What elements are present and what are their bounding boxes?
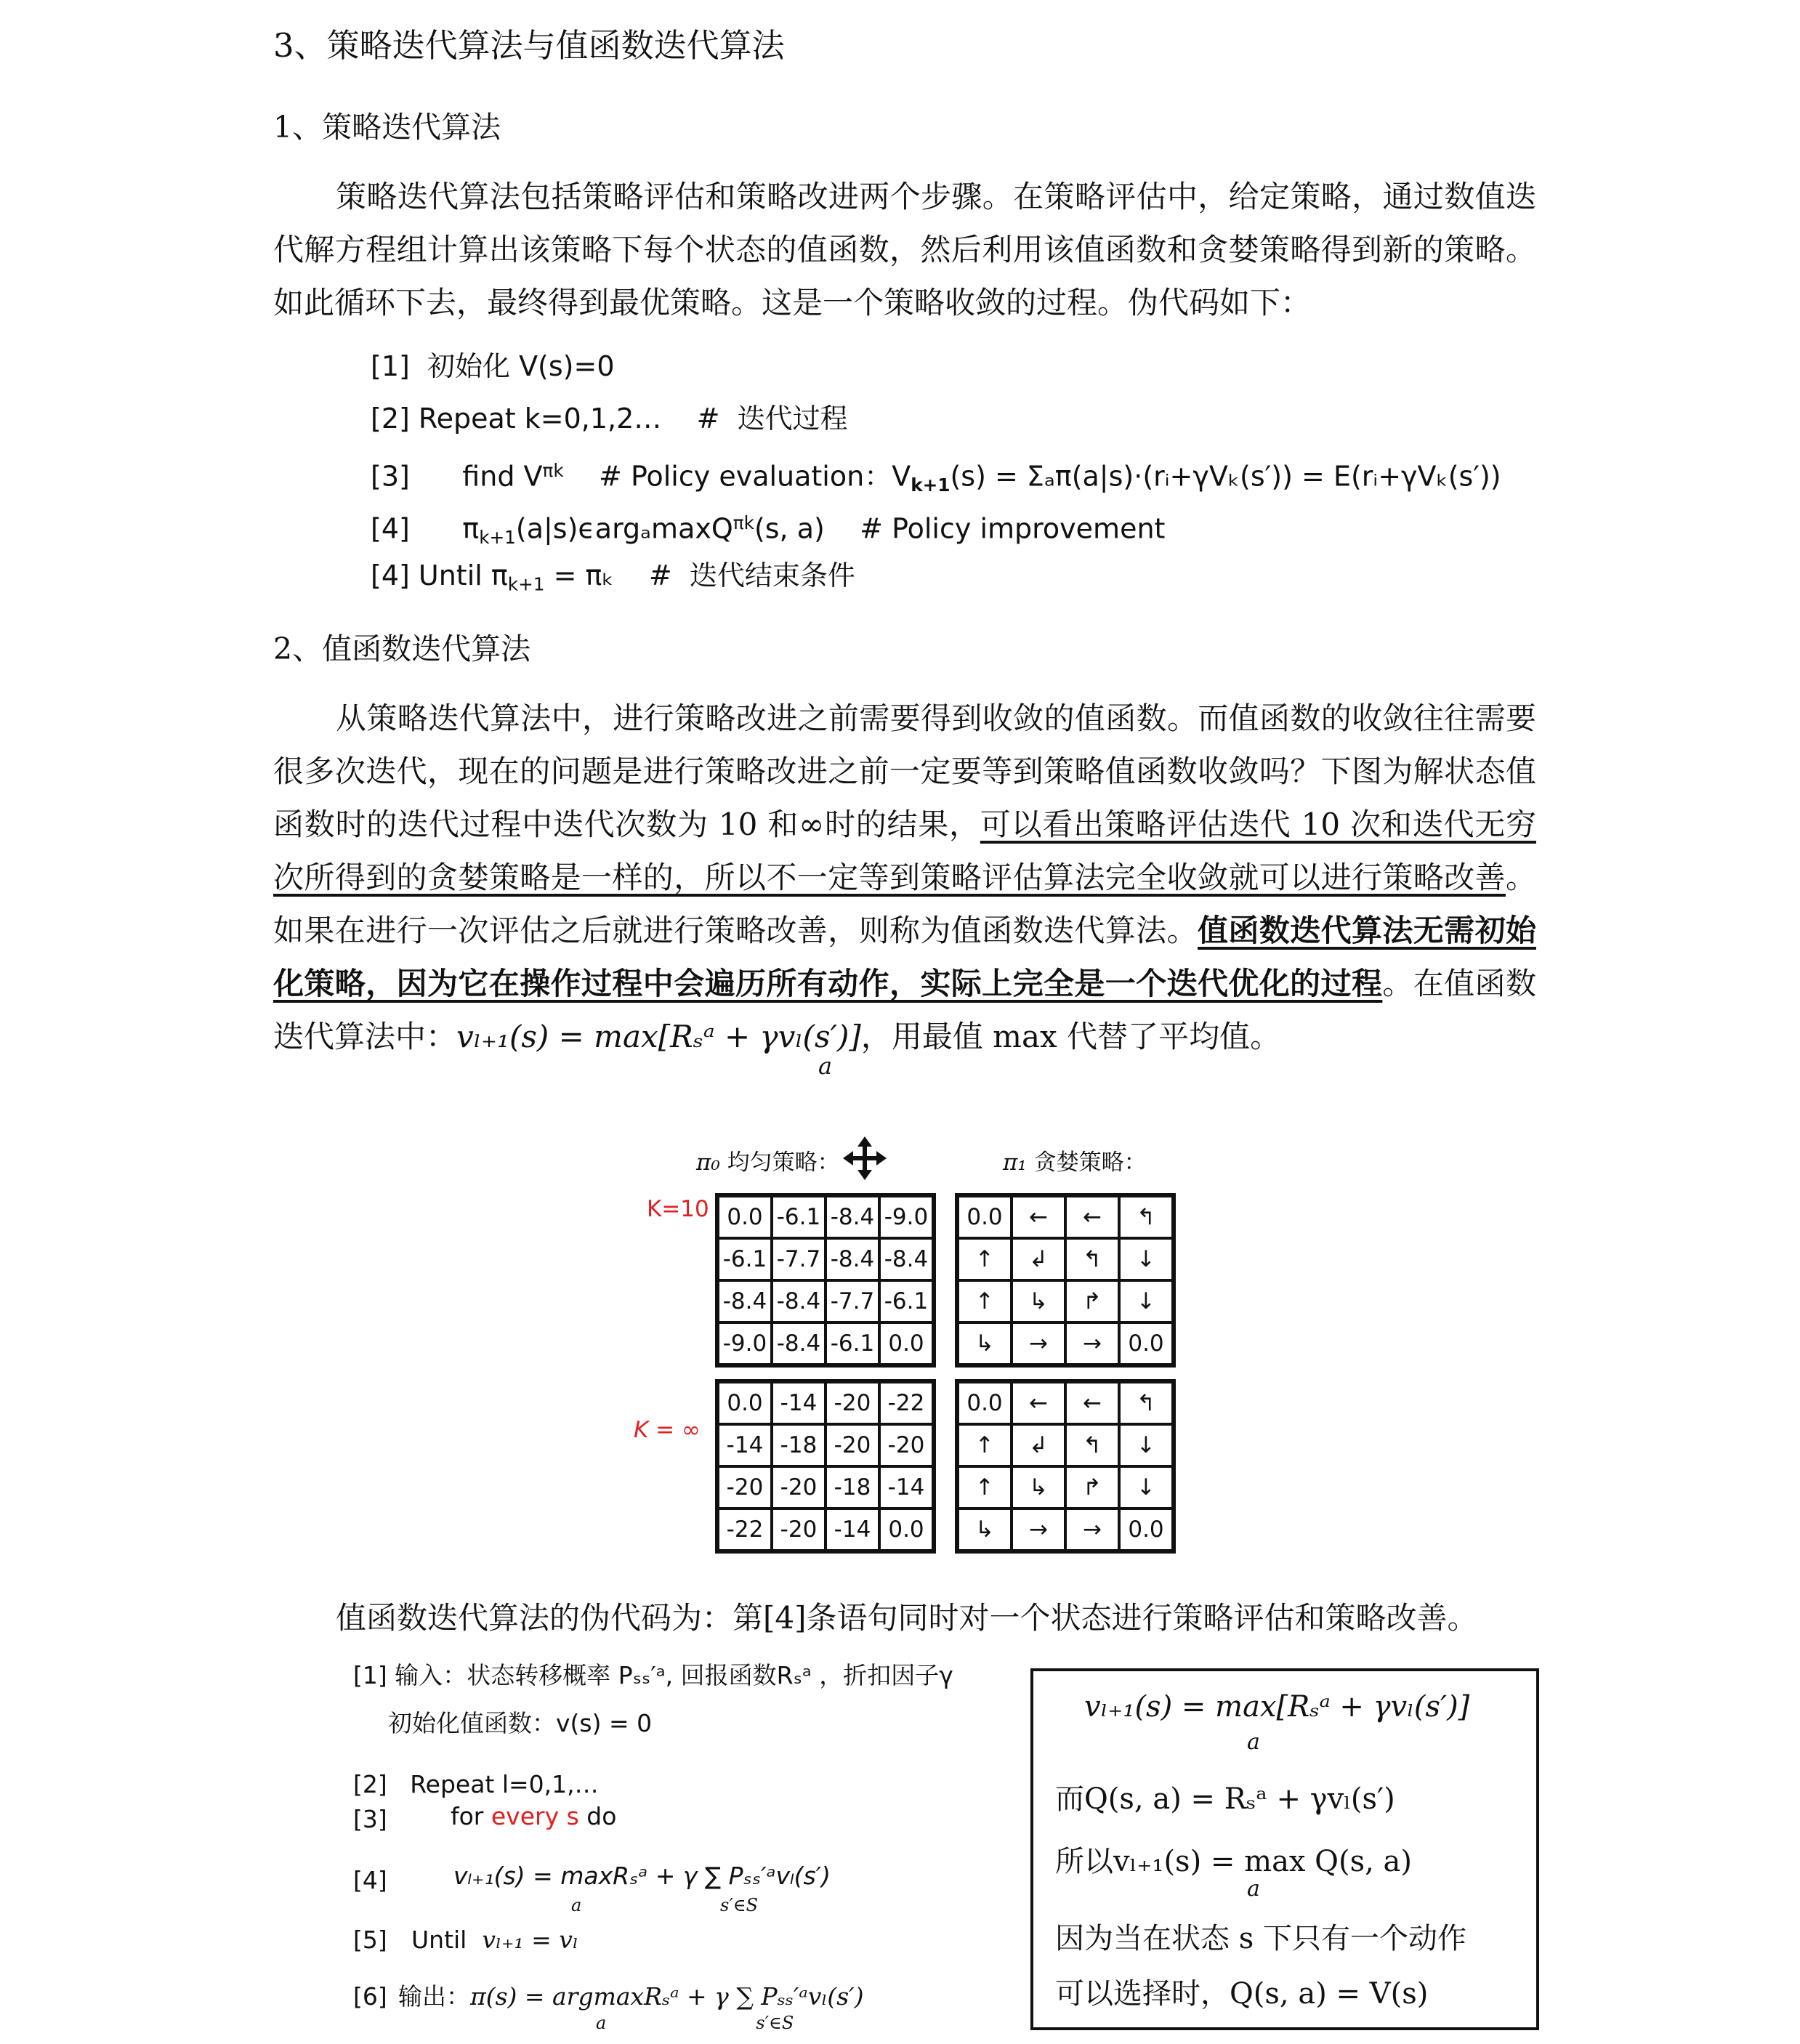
box-text-4: 因为当在状态 s 下只有一个动作: [1055, 1922, 1466, 1955]
pseudocode-policy-iteration: [371, 340, 1501, 602]
do-text: do: [578, 1802, 617, 1830]
for-text: for: [451, 1802, 491, 1830]
value-kinf-cell: -20: [772, 1508, 826, 1551]
policy-k10-cell: ↳: [1012, 1280, 1065, 1322]
pseudo-line-4-sup: πk: [732, 512, 754, 533]
policy-kinf-cell: →: [1065, 1508, 1119, 1551]
pi0-symbol: π₀: [696, 1150, 720, 1176]
policy-kinf-cell: ↳: [1012, 1466, 1065, 1508]
pseudo2-line-4-num: [4]: [353, 1866, 387, 1894]
policy-k10-cell: ↱: [1065, 1280, 1119, 1322]
policy-k10-cell: ↓: [1119, 1280, 1173, 1322]
left-title-text: 均匀策略：: [727, 1150, 840, 1176]
policy-kinf-cell: →: [1012, 1508, 1065, 1551]
pseudo-line-4-sub: k+1: [479, 526, 516, 548]
box-formula-3: 所以vₗ₊₁(s) = max Q(s, a): [1055, 1845, 1412, 1878]
value-k10-cell: -8.4: [718, 1280, 772, 1322]
policy-k10-cell: 0.0: [1119, 1322, 1173, 1365]
policy-kinf-cell: 0.0: [1119, 1508, 1173, 1551]
policy-k10-cell: ↑: [958, 1238, 1012, 1280]
box-formula-2: 而Q(s, a) = Rₛᵃ + γvₗ(s′): [1055, 1782, 1395, 1816]
pseudo-line-3-a: [3] find V: [371, 460, 543, 493]
policy-k10-cell: →: [1065, 1322, 1119, 1365]
pseudo-line-5-sub: k+1: [507, 573, 545, 595]
policy-kinf-cell: 0.0: [958, 1382, 1012, 1424]
pseudo2-line-2: [2] Repeat l=0,1,…: [353, 1770, 599, 1798]
value-k10-cell: -8.4: [772, 1322, 826, 1365]
policy-kinf-cell: ←: [1065, 1382, 1119, 1424]
bold-underlined-text: 值函数迭代算法无需初始化策略，因为它在操作过程中会遍历所有动作，实际上完全是一个迭代优化的过程: [273, 913, 1536, 1001]
paragraph-text: [273, 692, 1536, 1063]
policy-k10-cell: ↲: [1012, 1238, 1065, 1280]
value-kinf-cell: -14: [879, 1466, 933, 1508]
value-k10-cell: 0.0: [879, 1322, 933, 1365]
value-kinf-cell: -18: [772, 1424, 826, 1466]
value-k10-cell: -7.7: [772, 1238, 826, 1280]
pseudo2-line-6-sub: a s′∈S: [596, 2013, 794, 2033]
policy-grid-kinf: [955, 1379, 1176, 1554]
figure-right-title: [1003, 1144, 1147, 1176]
para-part-2: 。如果在进行一次评估之后就进行策略改善，则称为值函数迭代算法。: [273, 860, 1536, 948]
value-kinf-cell: -22: [718, 1508, 772, 1551]
caption-value-iteration-pseudocode: [273, 1591, 1536, 1644]
figure-left-title: [696, 1144, 840, 1176]
four-arrows-icon: [842, 1135, 888, 1181]
value-k10-cell: 0.0: [718, 1196, 772, 1238]
policy-grid-k10: [955, 1193, 1176, 1368]
pseudo-line-4: [371, 497, 1501, 549]
every-s-text: every s: [491, 1802, 579, 1830]
inline-formula: vₗ₊₁(s) = max[Rₛᵃ + γvₗ(s′)]: [456, 1019, 861, 1054]
value-grid-k10: [715, 1193, 936, 1368]
value-k10-cell: -6.1: [772, 1196, 826, 1238]
policy-k10-cell: ↑: [958, 1280, 1012, 1322]
pseudo2-line-4: vₗ₊₁(s) = maxRₛᵃ + γ ∑ Pₛₛ′ᵃvₗ(s′): [453, 1862, 831, 1890]
policy-k10-cell: ↳: [958, 1322, 1012, 1365]
value-kinf-cell: -20: [879, 1424, 933, 1466]
value-kinf-cell: 0.0: [718, 1382, 772, 1424]
label-k10: K=10: [647, 1196, 709, 1222]
value-k10-cell: -6.1: [718, 1238, 772, 1280]
policy-kinf-cell: ↑: [958, 1466, 1012, 1508]
policy-kinf-cell: ↱: [1065, 1466, 1119, 1508]
pseudo2-line-3-num: [3]: [353, 1805, 387, 1833]
value-kinf-cell: -20: [826, 1424, 879, 1466]
pseudo2-line-6: [398, 1978, 864, 2012]
formula-box: [1030, 1668, 1539, 2030]
value-kinf-cell: -20: [772, 1466, 826, 1508]
until-condition: vₗ₊₁ = vₗ: [482, 1926, 578, 1954]
value-k10-cell: -8.4: [879, 1238, 933, 1280]
pseudo-line-4-a: [4] π: [371, 512, 480, 545]
policy-kinf-cell: ↰: [1065, 1424, 1119, 1466]
label-kinf: K = ∞: [634, 1417, 701, 1443]
policy-k10-cell: ↰: [1119, 1196, 1173, 1238]
heading-policy-iteration: 1、策略迭代算法: [273, 110, 501, 145]
right-title-text: 贪婪策略：: [1033, 1150, 1147, 1176]
pseudo-line-5: [371, 549, 1501, 602]
pseudo-line-5-a: [4] Until π: [371, 560, 508, 591]
pseudo2-line-1: [1] 输入：状态转移概率 Pₛₛ′ᵃ, 回报函数Rₛᵃ ，折扣因子γ: [353, 1661, 953, 1689]
paragraph-text: 策略迭代算法包括策略评估和策略改进两个步骤。在策略评估中，给定策略，通过数值迭代解方程组计算出该策略下每个状态的值函数，然后利用该值函数和贪婪策略得到新的策略。如此循环下去，最终得到最优策略。这是一个策略收敛的过程。伪代码如下：: [273, 179, 1536, 320]
policy-k10-cell: 0.0: [958, 1196, 1012, 1238]
pseudo2-line-4-sub: a s′∈S: [571, 1895, 759, 1915]
pseudo-line-3-c: (s) = Σₐπ(a|s)·(rᵢ+γVₖ(s′)) = E(rᵢ+γVₖ(s′)): [950, 460, 1501, 493]
policy-kinf-cell: ↰: [1119, 1382, 1173, 1424]
caption-text: 值函数迭代算法的伪代码为：第[4]条语句同时对一个状态进行策略评估和策略改善。: [336, 1600, 1478, 1636]
value-kinf-cell: -14: [718, 1424, 772, 1466]
paragraph-policy-iteration: [273, 170, 1536, 329]
formula-subscript: a: [818, 1052, 833, 1080]
value-k10-cell: -6.1: [826, 1322, 879, 1365]
pseudo2-line-5: [411, 1926, 578, 1954]
pseudo-line-3: [371, 445, 1501, 497]
pseudo-line-1: [1] 初始化 V(s)=0: [371, 350, 615, 382]
output-label: 输出：: [398, 1982, 470, 2011]
policy-k10-cell: ↰: [1065, 1238, 1119, 1280]
policy-kinf-cell: ↑: [958, 1424, 1012, 1466]
policy-kinf-cell: ↲: [1012, 1424, 1065, 1466]
value-kinf-cell: 0.0: [879, 1508, 933, 1551]
pseudo2-line-1b: 初始化值函数：v(s) = 0: [388, 1709, 653, 1737]
pseudo-line-5-b: = πₖ # 迭代结束条件: [544, 560, 855, 591]
pseudo2-line-5-num: [5]: [353, 1926, 387, 1954]
policy-k10-cell: ←: [1065, 1196, 1119, 1238]
value-kinf-cell: -20: [718, 1466, 772, 1508]
heading-section-3: 3、策略迭代算法与值函数迭代算法: [273, 26, 785, 65]
pseudo-line-4-b: (a|s)ϵargₐmaxQ: [515, 512, 733, 545]
value-k10-cell: -8.4: [826, 1238, 879, 1280]
until-text: Until: [411, 1926, 467, 1954]
value-kinf-cell: -14: [826, 1508, 879, 1551]
value-kinf-cell: -22: [879, 1382, 933, 1424]
underlined-text: 可以看出策略评估迭代 10 次和迭代无穷次所得到的贪婪策略是一样的，所以不一定等到策略评估算法完全收敛就可以进行策略改善: [273, 807, 1536, 895]
policy-k10-cell: ←: [1012, 1196, 1065, 1238]
box-text-5: 可以选择时，Q(s, a) = V(s): [1055, 1977, 1429, 2011]
pseudo2-line-3: [451, 1802, 616, 1830]
heading-value-iteration: 2、值函数迭代算法: [273, 631, 531, 666]
value-k10-cell: -8.4: [826, 1196, 879, 1238]
policy-kinf-cell: ↓: [1119, 1466, 1173, 1508]
value-kinf-cell: -14: [772, 1382, 826, 1424]
value-k10-cell: -8.4: [772, 1280, 826, 1322]
pseudo-line-4-c: (s, a) # Policy improvement: [754, 512, 1166, 545]
value-k10-cell: -9.0: [879, 1196, 933, 1238]
value-kinf-cell: -18: [826, 1466, 879, 1508]
policy-kinf-cell: ↓: [1119, 1424, 1173, 1466]
value-k10-cell: -6.1: [879, 1280, 933, 1322]
box-formula-1: vₗ₊₁(s) = max[Rₛᵃ + γvₗ(s′)]: [1084, 1690, 1470, 1724]
pseudo2-line-6-num: [6]: [353, 1982, 387, 2011]
pseudo-line-2: [2] Repeat k=0,1,2… # 迭代过程: [371, 403, 848, 435]
pseudo-line-3-sub: k+1: [911, 474, 951, 496]
pi1-symbol: π₁: [1003, 1150, 1027, 1176]
pseudo-line-3-sup: πk: [542, 460, 564, 481]
policy-k10-cell: ↓: [1119, 1238, 1173, 1280]
para-part-3: 。在值函数迭代算法中：: [273, 966, 1536, 1054]
para-part-1: 从策略迭代算法中，进行策略改进之前需要得到收敛的值函数。而值函数的收敛往往需要很多次迭代，现在的问题是进行策略改进之前一定要等到策略值函数收敛吗？下图为解状态值函数时的迭代过程中迭代次数为 10 和∞时的结果，: [273, 700, 1536, 842]
value-k10-cell: -9.0: [718, 1322, 772, 1365]
value-grid-kinf: [715, 1379, 936, 1554]
box-formula-1-sub: a: [1247, 1729, 1260, 1755]
output-formula: π(s) = argmaxRₛᵃ + γ ∑ Pₛₛ′ᵃvₗ(s′): [470, 1982, 864, 2011]
paragraph-value-iteration: [273, 692, 1536, 1063]
value-k10-cell: -7.7: [826, 1280, 879, 1322]
policy-kinf-cell: ←: [1012, 1382, 1065, 1424]
para-part-4: ，用最值 max 代替了平均值。: [860, 1019, 1281, 1054]
box-formula-3-sub: a: [1247, 1876, 1260, 1902]
policy-kinf-cell: ↳: [958, 1508, 1012, 1551]
policy-k10-cell: →: [1012, 1322, 1065, 1365]
pseudo-line-3-b: # Policy evaluation：V: [563, 460, 911, 493]
value-kinf-cell: -20: [826, 1382, 879, 1424]
